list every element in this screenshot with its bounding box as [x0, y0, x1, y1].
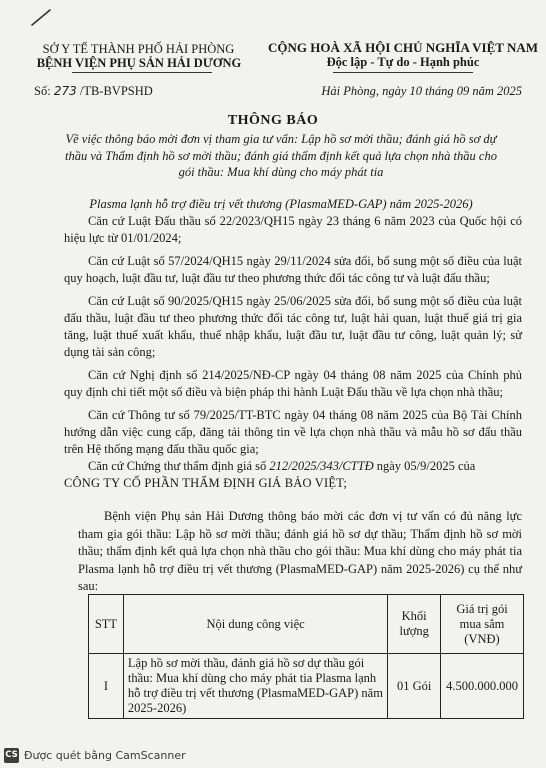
table-header-row [89, 595, 524, 654]
pen-stroke-mark [30, 6, 54, 28]
legal-bases [64, 213, 522, 492]
scanner-watermark-text: Được quét bằng CamScanner [24, 749, 186, 762]
doc-number-prefix: Số: [34, 84, 54, 98]
issuing-hospital: BỆNH VIỆN PHỤ SẢN HẢI DƯƠNG [36, 56, 242, 70]
row-stt: I [89, 654, 124, 719]
parent-agency: SỞ Y TẾ THÀNH PHỐ HẢI PHÒNG [42, 42, 235, 56]
header-value: Giá trị gói mua sắm (VNĐ) [441, 595, 524, 654]
document-number [34, 84, 153, 99]
header-task: Nội dung công việc [123, 595, 387, 654]
subject-line: Về việc thông báo mời đơn vị tham gia tư vấn: Lập hồ sơ mời thầu; đánh giá hồ sơ dự thầu và Thẩm định hồ sơ mời thầu; đánh giá thẩm định kết quả lựa chọn nhà thầu cho gói thầu: Mua khí dùng cho máy phát tia [65, 132, 497, 179]
legal-basis-3: Căn cứ Luật số 90/2025/QH15 ngày 25/06/2025 sửa đổi, bổ sung một số điều của luật đấu thầu, luật đầu tư theo phương thức đối tác công tư, luật hải quan, luật thuế giá trị gia tăng, luật thuế xuất khẩu, thuế nhập khẩu, luật đầu tư, luật đầu tư công, luật quản lý; sử dụng tài sản công; [64, 294, 522, 359]
legal-basis-5: Căn cứ Thông tư số 79/2025/TT-BTC ngày 04 tháng 08 năm 2025 của Bộ Tài Chính hướng dẫn việc cung cấp, đăng tải thông tin về lựa chọn nhà thầu và mẫu hồ sơ đấu thầu trên Hệ thống mạng đấu thầu quốc gia; [64, 408, 522, 456]
appraisal-company: CÔNG TY CỔ PHẦN THẨM ĐỊNH GIÁ BẢO VIỆT; [64, 476, 348, 490]
row-value: 4.500.000.000 [441, 654, 524, 719]
header-stt: STT [89, 595, 124, 654]
document-title: THÔNG BÁO [227, 113, 319, 128]
invitation-text: Bệnh viện Phụ sản Hải Dương thông báo mời các đơn vị tư vấn có đủ năng lực tham gia gói thầu: Lập hồ sơ mời thầu; đánh giá hồ sơ dự thầu; Thẩm định hồ sơ mời thầu; thẩm định kết quả lựa chọn nhà thầu cho gói thầu: Mua khí dùng cho máy phát tia Plasma lạnh hỗ trợ điều trị vết thương (PlasmaMED-GAP) năm 2025-2026) cụ thể như sau: [78, 509, 522, 593]
certificate-suffix: ngày 05/9/2025 của [373, 459, 476, 473]
hospital-underline [72, 72, 212, 73]
national-motto: Độc lập - Tự do - Hạnh phúc [326, 55, 480, 69]
scanner-footer [0, 745, 546, 768]
issue-date: Hải Phòng, ngày 10 tháng 09 năm 2025 [321, 84, 522, 98]
header-volume: Khối lượng [388, 595, 441, 654]
row-volume: 01 Gói [388, 654, 441, 719]
certificate-number: 212/2025/343/CTTĐ [269, 459, 374, 473]
legal-basis-1: Căn cứ Luật Đấu thầu số 22/2023/QH15 ngày 23 tháng 6 năm 2023 của Quốc hội có hiệu lực từ 01/01/2024; [64, 214, 522, 245]
subject-line-2: Plasma lạnh hỗ trợ điều trị vết thương (PlasmaMED-GAP) năm 2025-2026) [89, 197, 473, 211]
legal-basis-4: Căn cứ Nghị định số 214/2025/NĐ-CP ngày 04 tháng 08 năm 2025 của Chính phủ quy định chi tiết một số điều và biện pháp thi hành Luật Đấu thầu về lựa chọn nhà thầu; [64, 368, 522, 399]
certificate-basis [64, 458, 522, 475]
national-title: CỘNG HOÀ XÃ HỘI CHỦ NGHĨA VIỆT NAM [267, 40, 539, 55]
doc-number-suffix: /TB-BVPSHD [76, 84, 153, 98]
package-table [88, 594, 524, 719]
table-row [89, 654, 524, 719]
legal-basis-2: Căn cứ Luật số 57/2024/QH15 ngày 29/11/2024 sửa đổi, bổ sung một số điều của luật quy hoạch, luật đầu tư, luật đầu tư theo phương thức đối tác công tư và luật đấu thầu; [64, 254, 522, 285]
row-task: Lập hồ sơ mời thầu, đánh giá hồ sơ dự thầu gói thầu: Mua khí dùng cho máy phát tia Plasma lạnh hỗ trợ điều trị vết thương (PlasmaMED-GAP) năm 2025-2026) [123, 654, 387, 719]
camscanner-logo-icon: CS [4, 748, 19, 763]
motto-underline [333, 72, 473, 73]
invitation-paragraph [78, 508, 522, 596]
certificate-prefix: Căn cứ Chứng thư thẩm định giá số [88, 459, 270, 473]
doc-number-handwritten: 273 [53, 84, 77, 98]
